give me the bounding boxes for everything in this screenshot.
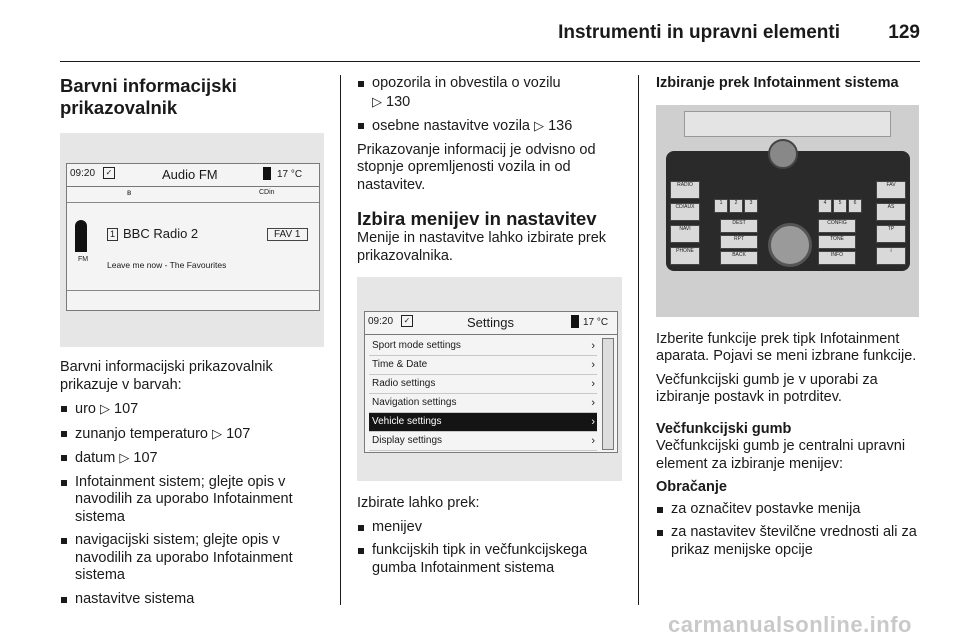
header-title: Instrumenti in upravni elementi <box>558 22 840 43</box>
back-button[interactable]: BACK <box>720 251 758 265</box>
check-icon: ✓ <box>401 315 413 327</box>
preset-2-button[interactable]: 2 <box>729 199 743 213</box>
thermometer-icon <box>571 315 579 328</box>
navi-button[interactable]: NAVI <box>670 225 700 243</box>
list-item: menijev <box>357 519 623 537</box>
preset-number: 1 <box>107 228 118 241</box>
chevron-right-icon: › <box>591 340 595 352</box>
chevron-right-icon: › <box>591 397 595 409</box>
section-subtext: Menije in nastavitve lahko izbirate prek prikazovalnika. <box>357 230 607 264</box>
paragraph: Večfunkcijski gumb je centralni upravni element za izbiranje menijev: <box>656 438 906 472</box>
divider-line <box>67 290 319 291</box>
choose-text: Izbirate lahko prek: <box>357 495 480 511</box>
page-header <box>60 20 920 60</box>
as-button[interactable]: AS <box>876 203 906 221</box>
cd-aux-button[interactable]: CD/AUX <box>670 203 700 221</box>
radio-button[interactable]: RADIO <box>670 181 700 199</box>
fav-badge: FAV 1 <box>267 228 308 241</box>
top-vent <box>684 111 891 137</box>
config-button[interactable]: CONFIG <box>818 219 856 233</box>
preset-5-button[interactable]: 5 <box>833 199 847 213</box>
list-item: zunanjo temperaturo ▷ 107 <box>60 425 326 444</box>
settings-screen <box>364 311 618 453</box>
chevron-right-icon: › <box>591 378 595 390</box>
chevron-right-icon: › <box>591 416 595 428</box>
sub-heading: Večfunkcijski gumb <box>656 420 792 437</box>
divider-line <box>67 202 319 203</box>
list-item: osebne nastavitve vozila ▷ 136 <box>357 117 623 136</box>
tp-button[interactable]: TP <box>876 225 906 243</box>
menu-item-display[interactable]: Display settings › <box>369 432 597 451</box>
screen-title: Audio FM <box>162 167 218 182</box>
section-heading: Izbiranje prek Infotainment sistema <box>656 75 899 91</box>
rpt-button[interactable]: RPT <box>720 235 758 249</box>
preset-3-button[interactable]: 3 <box>744 199 758 213</box>
feature-list <box>60 400 326 608</box>
settings-screen-figure <box>357 277 622 481</box>
infotainment-panel-figure <box>656 105 919 317</box>
dest-button[interactable]: DEST <box>720 219 758 233</box>
thermometer-icon <box>263 167 271 180</box>
list-item: za nastavitev številčne vrednosti ali za prikaz menijske opcije <box>656 524 922 559</box>
header-rule <box>60 61 920 62</box>
screen-title: Settings <box>467 315 514 330</box>
list-item: navigacijski sistem; glejte opis v navodilih za uporabo Infotainment sistema <box>60 532 326 585</box>
chevron-right-icon: › <box>591 359 595 371</box>
scrollbar[interactable] <box>602 338 614 450</box>
check-icon: ✓ <box>103 167 115 179</box>
band-text: FM <box>78 256 89 263</box>
clock-text: 09:20 <box>70 168 96 179</box>
section-heading: Barvni informacijski prikazovalnik <box>60 75 237 118</box>
phone-button[interactable]: PHONE <box>670 247 700 265</box>
feature-list-continued <box>357 75 623 136</box>
audio-screen-figure <box>60 133 324 347</box>
choose-list <box>357 519 623 578</box>
temperature-text: 17 °C <box>583 317 609 328</box>
sub-heading: Obračanje <box>656 479 727 495</box>
preset-4-button[interactable]: 4 <box>818 199 832 213</box>
power-knob[interactable] <box>768 139 798 169</box>
column-1 <box>60 75 326 614</box>
menu-item-sport-mode[interactable]: Sport mode settings › <box>369 337 597 356</box>
paragraph: Izberite funkcije prek tipk Infotainment aparata. Pojavi se meni izbrane funkcije. <box>656 330 917 364</box>
list-item: uro ▷ 107 <box>60 400 326 419</box>
source-text: CDin <box>259 189 275 196</box>
tone-button[interactable]: TONE <box>818 235 856 249</box>
column-2 <box>357 75 623 583</box>
track-text: Leave me now - The Favourites <box>107 260 227 270</box>
list-item: nastavitve sistema <box>60 591 326 609</box>
audio-screen <box>66 163 320 311</box>
list-item: datum ▷ 107 <box>60 449 326 468</box>
screen-header <box>67 164 319 187</box>
bluetooth-icon: ʙ <box>127 188 132 197</box>
info-i-button[interactable]: i <box>876 247 906 265</box>
station-name: BBC Radio 2 <box>123 226 199 241</box>
preset-6-button[interactable]: 6 <box>848 199 862 213</box>
turn-list <box>656 501 922 560</box>
watermark: carmanualsonline.info <box>668 612 912 637</box>
list-item: za označitev postavke menija <box>656 501 922 519</box>
menu-item-time-date[interactable]: Time & Date › <box>369 356 597 375</box>
multifunction-knob[interactable] <box>768 223 812 267</box>
preset-1-button[interactable]: 1 <box>714 199 728 213</box>
intro-text: Barvni informacijski prikazovalnik prikazuje v barvah: <box>60 359 273 393</box>
info-paragraph: Prikazovanje informacij je odvisno od stopnje opremljenosti vozila in od nastavitev. <box>357 141 596 193</box>
list-item: funkcijskih tipk in večfunkcijskega gumba Infotainment sistema <box>357 542 623 577</box>
list-item: Infotainment sistem; glejte opis v navodilih za uporabo Infotainment sistema <box>60 474 326 527</box>
page-number: 129 <box>888 22 920 43</box>
fav-button[interactable]: FAV <box>876 181 906 199</box>
menu-item-vehicle[interactable]: Vehicle settings › <box>369 413 597 432</box>
column-divider <box>638 75 639 605</box>
section-heading: Izbira menijev in nastavitev <box>357 208 597 229</box>
radio-mast-icon <box>75 220 87 252</box>
temperature-text: 17 °C <box>277 169 303 180</box>
column-3 <box>656 75 922 565</box>
clock-text: 09:20 <box>368 316 394 327</box>
column-divider <box>340 75 341 605</box>
menu-item-navigation[interactable]: Navigation settings › <box>369 394 597 413</box>
screen-header <box>365 312 617 335</box>
menu-item-radio[interactable]: Radio settings › <box>369 375 597 394</box>
chevron-right-icon: › <box>591 435 595 447</box>
info-button[interactable]: INFO <box>818 251 856 265</box>
list-item: opozorila in obvestila o vozilu ▷ 130 <box>357 75 623 111</box>
paragraph: Večfunkcijski gumb je v uporabi za izbiranje postavk in potrditev. <box>656 371 878 405</box>
